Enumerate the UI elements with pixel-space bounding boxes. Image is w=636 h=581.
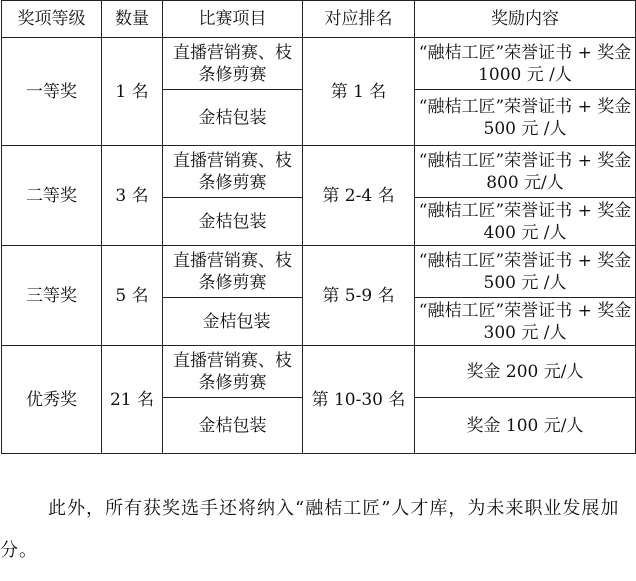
- header-level: 奖项等级: [2, 1, 102, 38]
- header-count: 数量: [102, 1, 163, 38]
- project-name: 直播营销赛、枝条修剪赛: [163, 246, 303, 298]
- reward-content: “融桔工匠”荣誉证书 + 奖金 300 元 /人: [415, 298, 636, 346]
- table-row: [2, 38, 636, 90]
- reward-content: “融桔工匠”荣誉证书 + 奖金 400 元 /人: [415, 198, 636, 246]
- reward-content: 奖金 200 元/人: [415, 346, 636, 398]
- award-rank: 第 10-30 名: [303, 346, 415, 454]
- header-reward: 奖励内容: [415, 1, 636, 38]
- project-name: 直播营销赛、枝条修剪赛: [163, 38, 303, 90]
- award-count: 21 名: [102, 346, 163, 454]
- award-level: 优秀奖: [2, 346, 102, 454]
- award-rank: 第 2-4 名: [303, 146, 415, 246]
- header-project: 比赛项目: [163, 1, 303, 38]
- project-name: 金桔包装: [163, 398, 303, 454]
- award-count: 3 名: [102, 146, 163, 246]
- project-name: 金桔包装: [163, 90, 303, 146]
- project-name: 金桔包装: [163, 198, 303, 246]
- project-name: 金桔包装: [163, 298, 303, 346]
- award-level: 一等奖: [2, 38, 102, 146]
- reward-content: “融桔工匠”荣誉证书 + 奖金 500 元 /人: [415, 246, 636, 298]
- reward-content: 奖金 100 元/人: [415, 398, 636, 454]
- reward-content: “融桔工匠”荣誉证书 + 奖金 500 元 /人: [415, 90, 636, 146]
- table-row: [2, 346, 636, 398]
- header-rank: 对应排名: [303, 1, 415, 38]
- awards-table: [1, 0, 636, 454]
- project-name: 直播营销赛、枝条修剪赛: [163, 346, 303, 398]
- award-level: 三等奖: [2, 246, 102, 346]
- closing-note: 此外，所有获奖选手还将纳入“融桔工匠”人才库，为未来职业发展加分。: [0, 498, 620, 561]
- table-row: [2, 246, 636, 298]
- reward-content: “融桔工匠”荣誉证书 + 奖金 1000 元 /人: [415, 38, 636, 90]
- award-rank: 第 1 名: [303, 38, 415, 146]
- table-header-row: [2, 1, 636, 38]
- award-level: 二等奖: [2, 146, 102, 246]
- award-rank: 第 5-9 名: [303, 246, 415, 346]
- award-count: 1 名: [102, 38, 163, 146]
- table-row: [2, 146, 636, 198]
- project-name: 直播营销赛、枝条修剪赛: [163, 146, 303, 198]
- reward-content: “融桔工匠”荣誉证书 + 奖金 800 元/人: [415, 146, 636, 198]
- award-count: 5 名: [102, 246, 163, 346]
